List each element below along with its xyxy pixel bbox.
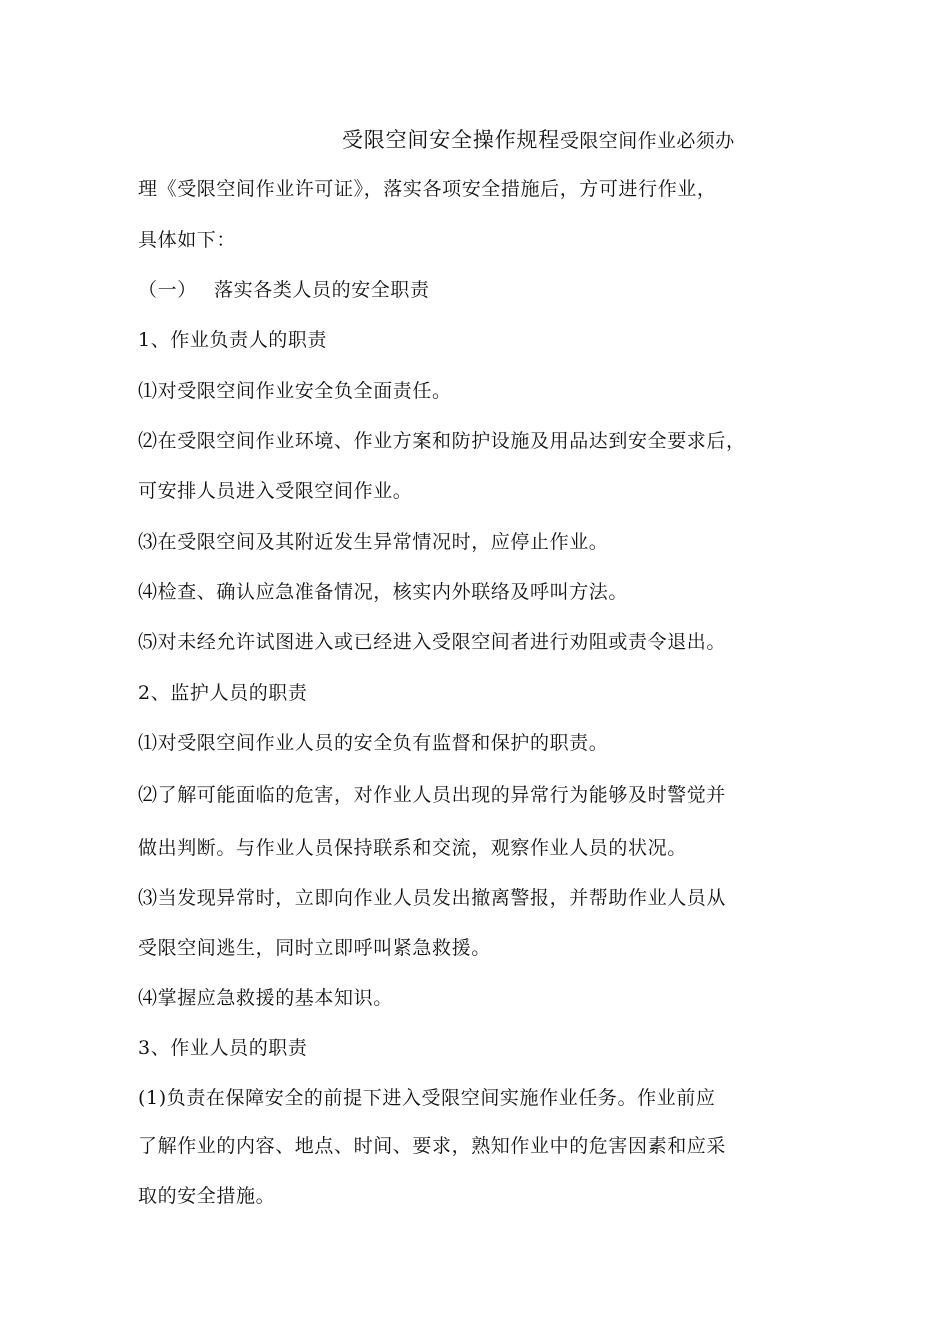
- section-heading: [138, 277, 430, 303]
- list-item-continuation: 了解作业的内容、地点、时间、要求，熟知作业中的危害因素和应采: [138, 1135, 727, 1157]
- title-line: [342, 124, 735, 154]
- section-number: （一）: [138, 279, 197, 301]
- list-item: ⑶在受限空间及其附近发生异常情况时，应停止作业。: [138, 531, 609, 553]
- list-item-continuation: 受限空间逃生，同时立即呼叫紧急救援。: [138, 937, 491, 959]
- subsection-heading: 2、监护人员的职责: [138, 682, 308, 704]
- list-item: (1)负责在保障安全的前提下进入受限空间实施作业任务。作业前应: [138, 1087, 716, 1109]
- list-item: ⑴对受限空间作业安全负全面责任。: [138, 380, 452, 402]
- section-title: 落实各类人员的安全职责: [214, 279, 430, 301]
- list-item: ⑷检查、确认应急准备情况，核实内外联络及呼叫方法。: [138, 581, 629, 603]
- list-item: ⑴对受限空间作业人员的安全负有监督和保护的职责。: [138, 732, 609, 754]
- list-item-continuation: 做出判断。与作业人员保持联系和交流，观察作业人员的状况。: [138, 837, 687, 859]
- list-item-continuation: 取的安全措施。: [138, 1185, 276, 1207]
- paragraph-line: 理《受限空间作业许可证》，落实各项安全措施后，方可进行作业，: [138, 178, 717, 200]
- subsection-heading: 3、作业人员的职责: [138, 1037, 308, 1059]
- document-title: 受限空间安全操作规程: [342, 128, 560, 152]
- subsection-heading: 1、作业负责人的职责: [138, 329, 328, 351]
- list-item: ⑵了解可能面临的危害，对作业人员出现的异常行为能够及时警觉并: [138, 784, 727, 806]
- list-item-continuation: 可安排人员进入受限空间作业。: [138, 480, 413, 502]
- paragraph-line: 具体如下：: [138, 229, 237, 251]
- list-item: ⑷掌握应急救援的基本知识。: [138, 987, 393, 1009]
- title-continuation-text: 受限空间作业必须办: [560, 130, 735, 152]
- list-item: ⑵在受限空间作业环境、作业方案和防护设施及用品达到安全要求后，: [138, 430, 746, 452]
- list-item: ⑶当发现异常时，立即向作业人员发出撤离警报，并帮助作业人员从: [138, 887, 727, 909]
- list-item: ⑸对未经允许试图进入或已经进入受限空间者进行劝阻或责令退出。: [138, 631, 727, 653]
